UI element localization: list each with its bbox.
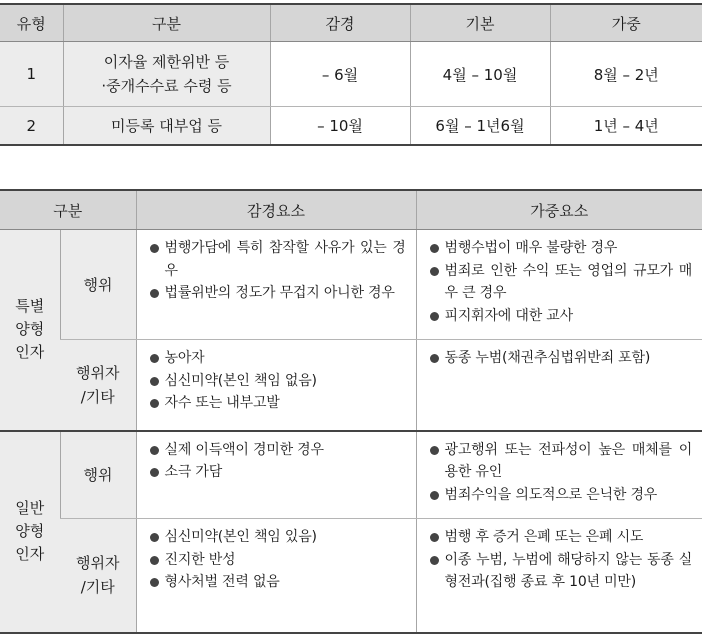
list-item: 형사처벌 전력 없음 bbox=[149, 571, 406, 594]
header-category: 구분 bbox=[63, 4, 270, 42]
sub-label bbox=[60, 230, 136, 340]
reduce-factors-cell bbox=[136, 519, 416, 633]
reduce-factors-cell bbox=[136, 431, 416, 519]
group-label-special bbox=[0, 230, 60, 431]
reduced-range: – 6월 bbox=[270, 42, 410, 107]
sub-label bbox=[60, 431, 136, 519]
group-label-line: 인자 bbox=[15, 545, 45, 563]
list-item: 범행 후 증거 은폐 또는 은폐 시도 bbox=[429, 526, 693, 549]
sentencing-range-table bbox=[0, 3, 702, 146]
group-label-line: 양형 bbox=[15, 320, 45, 339]
header-aggravated: 가중 bbox=[550, 4, 702, 42]
list-item: 범행가담에 특히 참작할 사유가 있는 경우 bbox=[149, 237, 406, 282]
list-item: 진지한 반성 bbox=[149, 549, 406, 572]
category-line: ·중개수수료 수령 등 bbox=[101, 77, 232, 95]
sentencing-factor-table bbox=[0, 189, 702, 634]
group-label-line: 인자 bbox=[15, 343, 45, 362]
group-label-line: 양형 bbox=[15, 522, 45, 540]
aggravated-range: 8월 – 2년 bbox=[550, 42, 702, 107]
table-header-row bbox=[0, 190, 702, 230]
list-item: 농아자 bbox=[149, 347, 406, 370]
header-category: 구분 bbox=[0, 190, 136, 230]
table-row bbox=[0, 431, 702, 519]
header-basic: 기본 bbox=[410, 4, 550, 42]
type-number: 1 bbox=[0, 42, 63, 107]
aggravate-factors-cell bbox=[416, 340, 702, 431]
list-item: 소극 가담 bbox=[149, 461, 406, 484]
list-item: 법률위반의 정도가 무겁지 아니한 경우 bbox=[149, 282, 406, 305]
header-reduced: 감경 bbox=[270, 4, 410, 42]
category-cell bbox=[63, 42, 270, 107]
aggravate-factors-cell bbox=[416, 230, 702, 340]
sub-label-line: 행위 bbox=[83, 275, 113, 294]
sub-label-line: 행위자 bbox=[76, 554, 120, 573]
reduced-range: – 10월 bbox=[270, 107, 410, 146]
reduce-factors-cell bbox=[136, 340, 416, 431]
basic-range: 4월 – 10월 bbox=[410, 42, 550, 107]
list-item: 범행수법이 매우 불량한 경우 bbox=[429, 237, 693, 260]
table-header-row bbox=[0, 4, 702, 42]
aggravate-factors-cell bbox=[416, 519, 702, 633]
category-line: 미등록 대부업 등 bbox=[111, 116, 222, 135]
group-label-line: 일반 bbox=[15, 499, 45, 517]
sub-label-line: 행위 bbox=[83, 465, 113, 484]
list-item: 실제 이득액이 경미한 경우 bbox=[149, 439, 406, 462]
list-item: 이종 누범, 누범에 해당하지 않는 동종 실형전과(집행 종료 후 10년 미만) bbox=[429, 549, 693, 594]
reduce-factors-cell bbox=[136, 230, 416, 340]
basic-range: 6월 – 1년6월 bbox=[410, 107, 550, 146]
list-item: 자수 또는 내부고발 bbox=[149, 392, 406, 415]
table-row bbox=[0, 519, 702, 633]
list-item: 동종 누범(채권추심법위반죄 포함) bbox=[429, 347, 693, 370]
table-row bbox=[0, 340, 702, 431]
type-number: 2 bbox=[0, 107, 63, 146]
list-item: 피지휘자에 대한 교사 bbox=[429, 305, 693, 328]
sub-label-line: /기타 bbox=[80, 578, 115, 597]
header-type: 유형 bbox=[0, 4, 63, 42]
header-aggravate-factors: 가중요소 bbox=[416, 190, 702, 230]
list-item: 범죄로 인한 수익 또는 영업의 규모가 매우 큰 경우 bbox=[429, 260, 693, 305]
table-row bbox=[0, 107, 702, 146]
list-item: 광고행위 또는 전파성이 높은 매체를 이용한 유인 bbox=[429, 439, 693, 484]
aggravate-factors-cell bbox=[416, 431, 702, 519]
sub-label bbox=[60, 340, 136, 431]
table-row bbox=[0, 42, 702, 107]
sub-label-line: /기타 bbox=[80, 387, 115, 406]
sub-label bbox=[60, 519, 136, 633]
header-reduce-factors: 감경요소 bbox=[136, 190, 416, 230]
list-item: 범죄수익을 의도적으로 은닉한 경우 bbox=[429, 484, 693, 507]
aggravated-range: 1년 – 4년 bbox=[550, 107, 702, 146]
group-label-general bbox=[0, 431, 60, 633]
list-item: 심신미약(본인 책임 있음) bbox=[149, 526, 406, 549]
table-row bbox=[0, 230, 702, 340]
list-item: 심신미약(본인 책임 없음) bbox=[149, 370, 406, 393]
group-label-line: 특별 bbox=[15, 297, 45, 316]
category-line: 이자율 제한위반 등 bbox=[103, 53, 230, 71]
sub-label-line: 행위자 bbox=[76, 363, 120, 382]
category-cell bbox=[63, 107, 270, 146]
